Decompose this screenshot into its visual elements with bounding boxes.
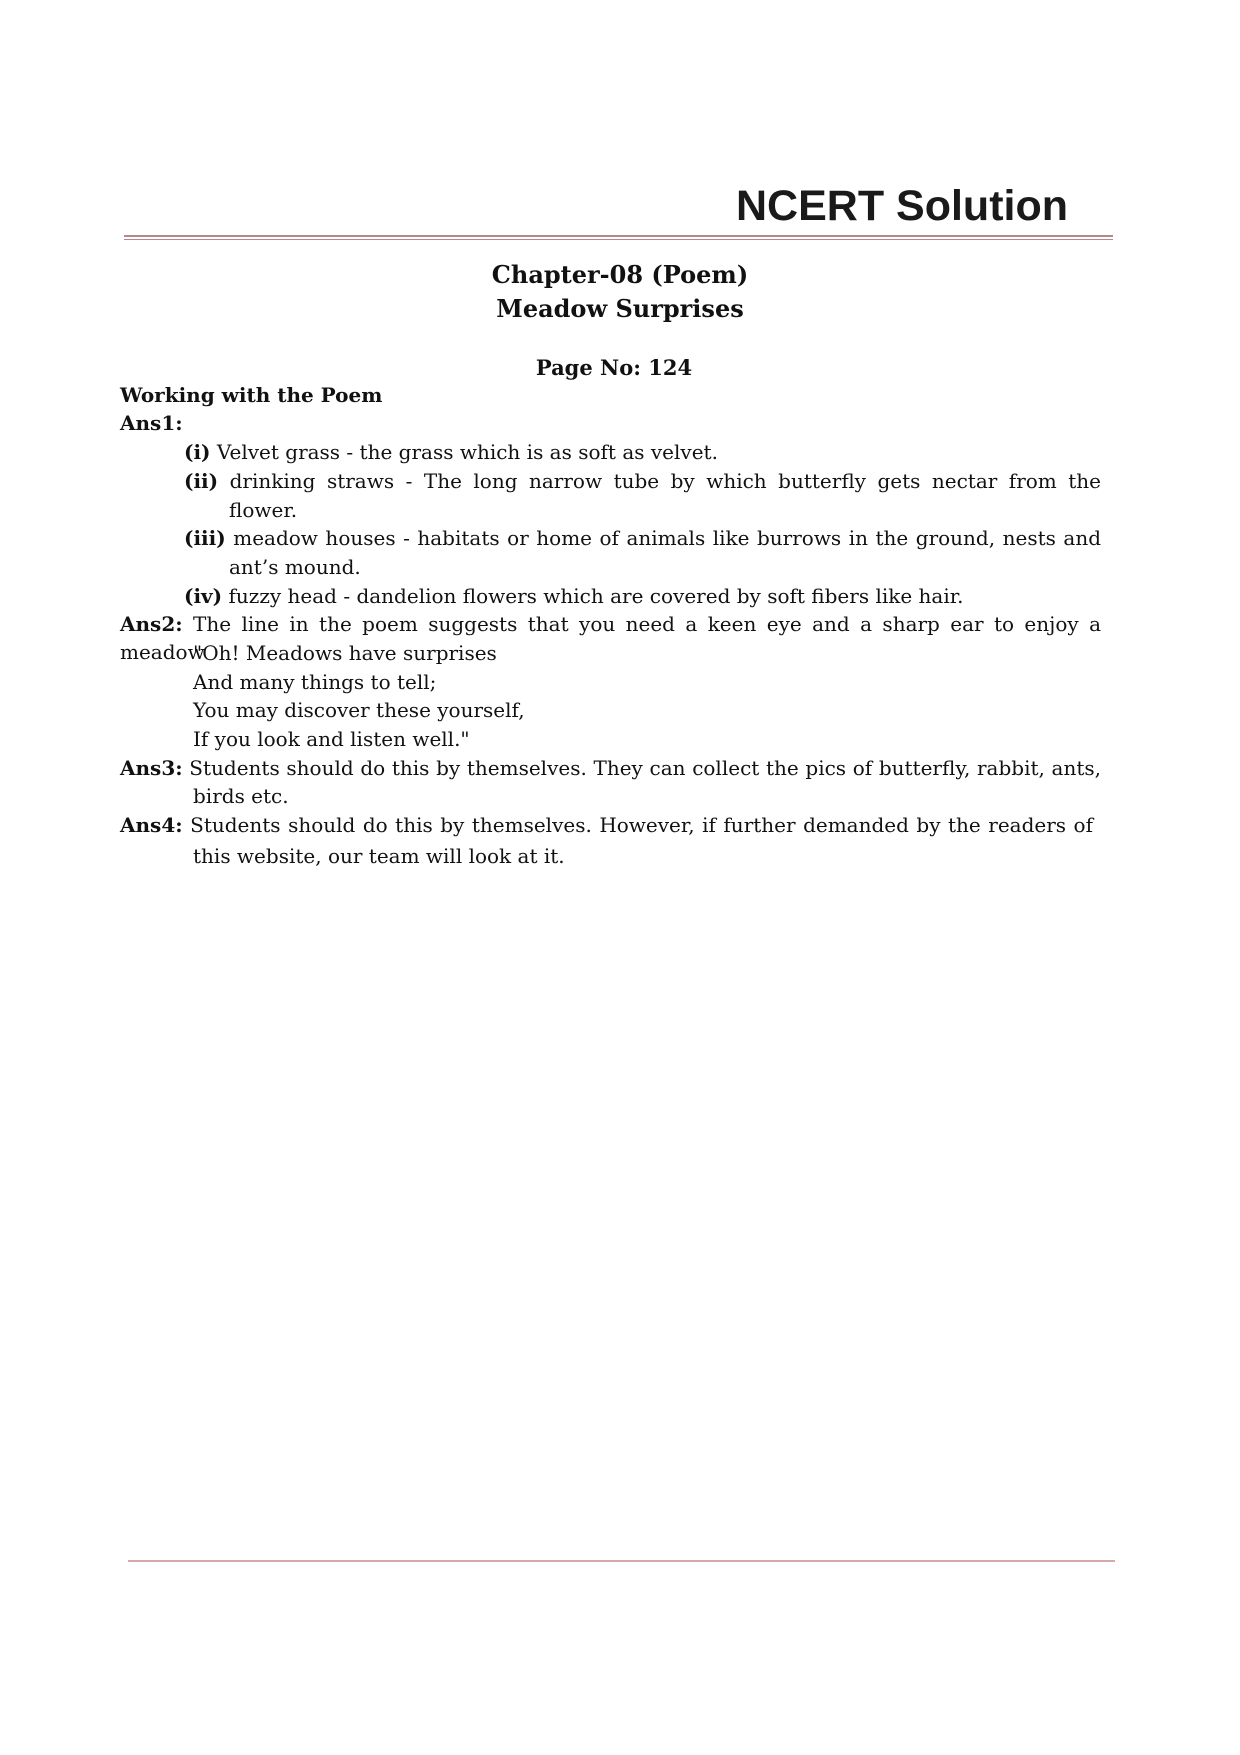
header-rule-thin <box>124 239 1113 240</box>
poem-line-3: You may discover these yourself, <box>193 698 525 722</box>
ans2-label: Ans2: <box>120 612 183 636</box>
ans1-item-2-num: (ii) <box>184 469 219 493</box>
ans3-line <box>120 754 1101 782</box>
ans4-label: Ans4: <box>120 813 183 837</box>
ans1-item-1 <box>184 438 718 466</box>
poem-line-1: "Oh! Meadows have surprises <box>193 641 497 665</box>
header-rule-thick <box>124 235 1113 237</box>
ans1-item-3-text: meadow houses - habitats or home of animals like burrows in the ground, nests and <box>233 526 1101 550</box>
header-rule <box>124 235 1113 241</box>
ans1-item-1-text: Velvet grass - the grass which is as soft as velvet. <box>216 440 718 464</box>
ans1-item-4-text: fuzzy head - dandelion flowers which are covered by soft fibers like hair. <box>228 584 964 608</box>
ans4-cont: this website, our team will look at it. <box>193 844 565 868</box>
ans1-item-1-num: (i) <box>184 440 211 464</box>
ans1-item-4 <box>184 582 963 610</box>
chapter-title: Chapter-08 (Poem) <box>491 260 749 289</box>
ans4-line <box>120 811 1093 839</box>
ans3-label: Ans3: <box>120 756 183 780</box>
ans1-label: Ans1: <box>120 411 183 435</box>
page-number: Page No: 124 <box>535 355 693 380</box>
ans1-item-2-cont: flower. <box>229 498 298 522</box>
ans3-text: Students should do this by themselves. They can collect the pics of butterfly, rabbit, ants, <box>189 756 1102 780</box>
ans1-item-4-num: (iv) <box>184 584 223 608</box>
ans3-cont: birds etc. <box>193 784 289 808</box>
ans4-text: Students should do this by themselves. However, if further demanded by the readers of <box>190 813 1093 837</box>
ans1-item-3-num: (iii) <box>184 526 226 550</box>
poem-line-4: If you look and listen well." <box>193 727 470 751</box>
ans2-text: The line in the poem suggests that you need a keen eye and a sharp ear to enjoy a meadow <box>120 612 1101 664</box>
header-title: NCERT Solution <box>735 182 1068 230</box>
ans1-item-3-cont: ant’s mound. <box>229 555 361 579</box>
chapter-subtitle: Meadow Surprises <box>496 294 744 323</box>
footer-rule <box>128 1560 1115 1562</box>
section-heading: Working with the Poem <box>120 383 383 407</box>
ans1-item-2-text: drinking straws - The long narrow tube by which butterfly gets nectar from the <box>229 469 1102 493</box>
ans1-item-2 <box>184 467 1101 495</box>
ans1-item-3 <box>184 524 1101 552</box>
poem-line-2: And many things to tell; <box>193 670 437 694</box>
